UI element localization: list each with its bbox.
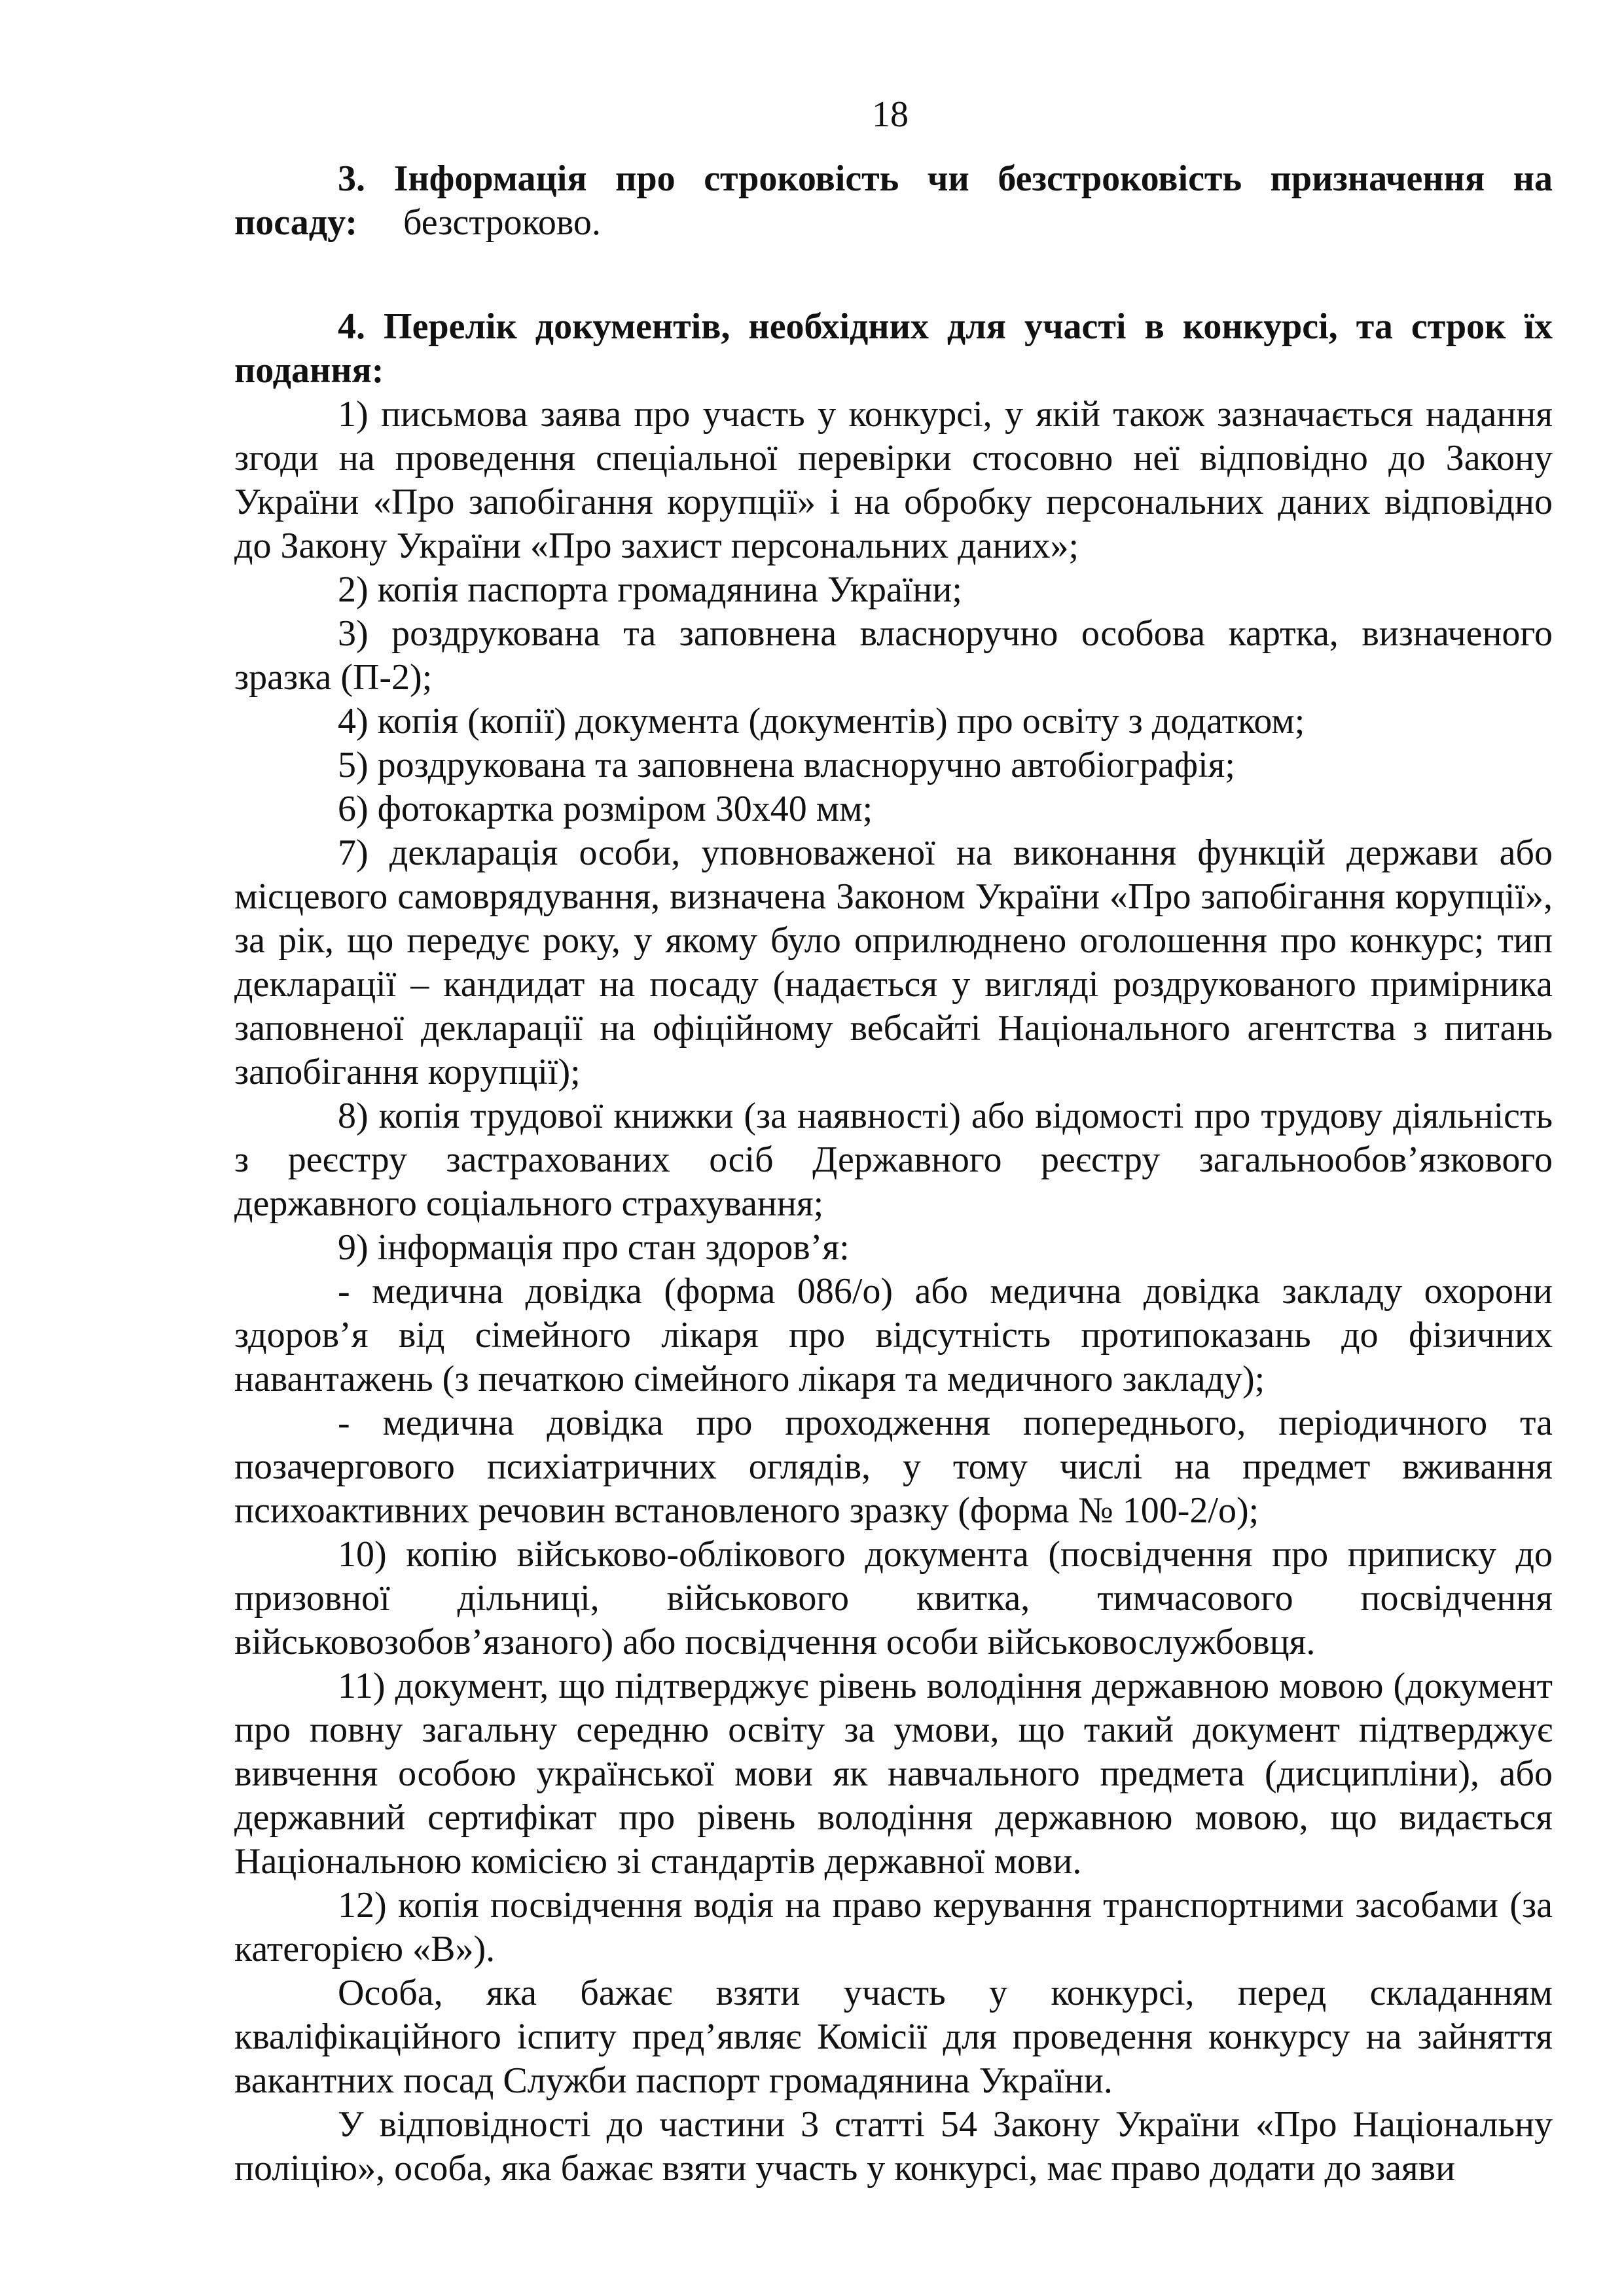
list-item: 7) декларація особи, уповноваженої на виконання функцій держави або місцевого самоврядування, визначена Законом України «Про запобігання корупції», за рік, що передує року, у якому було оприлюднено оголошення про конкурс; тип декларації – кандидат на посаду (надається у вигляді роздрукованого примірника заповненої декларації на офіційному вебсайті Національного агентства з питань запобігання корупції);	[234, 833, 1553, 1092]
list-item: 9) інформація про стан здоров’я:	[338, 1227, 850, 1268]
list-item: - медична довідка (форма 086/о) або медична довідка закладу охорони здоров’я від сімейного лікаря про відсутність протипоказань до фізичних навантажень (з печаткою сімейного лікаря та медичного закладу);	[234, 1271, 1553, 1399]
section-3-value: безстроково.	[403, 202, 601, 243]
paragraph-passport: Особа, яка бажає взяти участь у конкурсі, перед складанням кваліфікаційного іспиту пред’являє Комісії для проведення конкурсу на зайняття вакантних посад Служби паспорт громадянина України.	[234, 1973, 1553, 2101]
section-3	[234, 157, 1553, 245]
list-item: 2) копія паспорта громадянина України;	[338, 569, 962, 610]
document-body	[234, 157, 1553, 2191]
list-item: 6) фотокартка розміром 30х40 мм;	[338, 789, 873, 829]
section-gap	[234, 245, 1553, 305]
list-item: 8) копія трудової книжки (за наявності) або відомості про трудову діяльність з реєстру застрахованих осіб Державного реєстру загальнообов’язкового державного соціального страхування;	[234, 1096, 1553, 1224]
list-item: 12) копія посвідчення водія на право керування транспортними засобами (за категорією «В»).	[234, 1885, 1553, 1969]
list-item: 5) роздрукована та заповнена власноручно автобіографія;	[338, 745, 1235, 785]
list-item: 3) роздрукована та заповнена власноручно особова картка, визначеного зразка (П-2);	[234, 613, 1553, 698]
section-3-heading: 3. Інформація про строковість чи безстроковість призначення на посаду:	[234, 158, 1553, 243]
list-item: 10) копію військово-облікового документа (посвідчення про приписку до призовної дільниці, військового квитка, тимчасового посвідчення військовозобов’язаного) або посвідчення особи військовослужбовця.	[234, 1534, 1553, 1662]
section-4-heading: 4. Перелік документів, необхідних для участі в конкурсі, та строк їх подання:	[234, 306, 1553, 391]
documents-list	[234, 393, 1553, 1971]
list-item: - медична довідка про проходження попереднього, періодичного та позачергового психіатричних оглядів, у тому числі на предмет вживання психоактивних речовин встановленого зразку (форма № 100-2/о);	[234, 1403, 1553, 1531]
paragraph-law-reference: У відповідності до частини 3 статті 54 Закону України «Про Національну поліцію», особа, яка бажає взяти участь у конкурсі, має право додати до заяви	[234, 2104, 1553, 2189]
list-item: 4) копія (копії) документа (документів) про освіту з додатком;	[338, 701, 1305, 742]
list-item: 11) документ, що підтверджує рівень володіння державною мовою (документ про повну загальну середню освіту за умови, що такий документ підтверджує вивчення особою української мови як навчального предмета (дисципліни), або державний сертифікат про рівень володіння державною мовою, що видається Національною комісією зі стандартів державної мови.	[234, 1666, 1553, 1882]
page-number: 18	[872, 94, 909, 135]
list-item: 1) письмова заява про участь у конкурсі, у якій також зазначається надання згоди на проведення спеціальної перевірки стосовно неї відповідно до Закону України «Про запобігання корупції» і на обробку персональних даних відповідно до Закону України «Про захист персональних даних»;	[234, 394, 1553, 566]
